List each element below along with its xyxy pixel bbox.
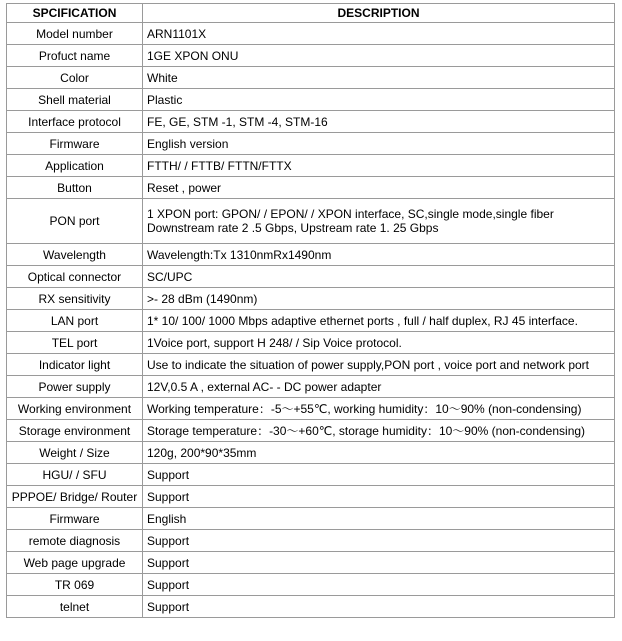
spec-label: Indicator light	[7, 354, 143, 376]
spec-value-line: 1GE XPON ONU	[147, 48, 239, 63]
spec-value-line: 1Voice port, support H 248/ / Sip Voice protocol.	[147, 335, 402, 350]
table-row	[7, 420, 615, 442]
table-row	[7, 199, 615, 244]
spec-value	[143, 111, 615, 133]
table-row	[7, 133, 615, 155]
spec-value	[143, 266, 615, 288]
spec-value	[143, 486, 615, 508]
spec-value	[143, 398, 615, 420]
table-row	[7, 530, 615, 552]
spec-label: Weight / Size	[7, 442, 143, 464]
table-row	[7, 177, 615, 199]
spec-value-line: Use to indicate the situation of power supply,PON port , voice port and network port	[147, 357, 590, 372]
table-row	[7, 574, 615, 596]
spec-value	[143, 442, 615, 464]
table-row	[7, 266, 615, 288]
spec-label: HGU/ / SFU	[7, 464, 143, 486]
specification-table	[6, 3, 615, 618]
spec-label: TR 069	[7, 574, 143, 596]
spec-label: Shell material	[7, 89, 143, 111]
table-row	[7, 23, 615, 45]
spec-label: Color	[7, 67, 143, 89]
spec-value-line: >- 28 dBm (1490nm)	[147, 291, 258, 306]
spec-label: telnet	[7, 596, 143, 618]
spec-value-line: Support	[147, 555, 190, 570]
spec-value	[143, 530, 615, 552]
table-row	[7, 376, 615, 398]
spec-label: Wavelength	[7, 244, 143, 266]
spec-value	[143, 288, 615, 310]
spec-value-line: 1 XPON port: GPON/ / EPON/ / XPON interface, SC,single mode,single fiber	[147, 207, 554, 221]
spec-label: Firmware	[7, 508, 143, 530]
spec-value	[143, 574, 615, 596]
header-row	[7, 4, 615, 23]
spec-label: PON port	[7, 199, 143, 244]
spec-value	[143, 67, 615, 89]
table-row	[7, 464, 615, 486]
spec-value-line: White	[147, 70, 178, 85]
table-row	[7, 332, 615, 354]
spec-label: Button	[7, 177, 143, 199]
table-row	[7, 508, 615, 530]
spec-value	[143, 596, 615, 618]
spec-value-line: Downstream rate 2 .5 Gbps, Upstream rate 1. 25 Gbps	[147, 221, 439, 235]
spec-value-line: Wavelength:Tx 1310nmRx1490nm	[147, 247, 332, 262]
spec-label: remote diagnosis	[7, 530, 143, 552]
header-specification: SPCIFICATION	[7, 4, 143, 23]
table-row	[7, 244, 615, 266]
spec-value	[143, 45, 615, 67]
spec-label: RX sensitivity	[7, 288, 143, 310]
spec-value-line: 120g, 200*90*35mm	[147, 445, 257, 460]
spec-value	[143, 354, 615, 376]
table-row	[7, 310, 615, 332]
spec-value	[143, 552, 615, 574]
spec-value-line: SC/UPC	[147, 269, 193, 284]
header-description: DESCRIPTION	[143, 4, 615, 23]
table-row	[7, 486, 615, 508]
spec-value-line: Support	[147, 599, 190, 614]
spec-value-line: English version	[147, 136, 229, 151]
spec-label: PPPOE/ Bridge/ Router	[7, 486, 143, 508]
spec-label: Model number	[7, 23, 143, 45]
spec-value	[143, 177, 615, 199]
spec-value	[143, 420, 615, 442]
spec-label: Storage environment	[7, 420, 143, 442]
spec-value-line: Support	[147, 467, 190, 482]
spec-value	[143, 23, 615, 45]
spec-label: Working environment	[7, 398, 143, 420]
spec-label: Power supply	[7, 376, 143, 398]
spec-value-line: 1* 10/ 100/ 1000 Mbps adaptive ethernet ports , full / half duplex, RJ 45 interface.	[147, 313, 578, 328]
table-row	[7, 111, 615, 133]
table-row	[7, 596, 615, 618]
spec-value	[143, 133, 615, 155]
spec-label: Interface protocol	[7, 111, 143, 133]
spec-value-line: ARN1101X	[147, 26, 207, 41]
table-row	[7, 67, 615, 89]
spec-value-line: Support	[147, 489, 190, 504]
spec-value	[143, 464, 615, 486]
table-row	[7, 552, 615, 574]
table-row	[7, 354, 615, 376]
table-row	[7, 288, 615, 310]
spec-value	[143, 508, 615, 530]
spec-label: Optical connector	[7, 266, 143, 288]
spec-label: LAN port	[7, 310, 143, 332]
spec-label: TEL port	[7, 332, 143, 354]
spec-value-line: Reset , power	[147, 180, 222, 195]
spec-value-line: English	[147, 511, 187, 526]
table-row	[7, 89, 615, 111]
spec-value	[143, 89, 615, 111]
table-row	[7, 45, 615, 67]
table-row	[7, 398, 615, 420]
spec-value-line: Plastic	[147, 92, 183, 107]
spec-value	[143, 199, 615, 244]
spec-value-line: 12V,0.5 A , external AC- - DC power adapter	[147, 379, 382, 394]
table-row	[7, 155, 615, 177]
spec-value	[143, 244, 615, 266]
spec-value	[143, 155, 615, 177]
table-body	[7, 23, 615, 618]
spec-value-line: FE, GE, STM -1, STM -4, STM-16	[147, 114, 328, 129]
spec-label: Profuct name	[7, 45, 143, 67]
spec-label: Firmware	[7, 133, 143, 155]
spec-value	[143, 332, 615, 354]
spec-label: Application	[7, 155, 143, 177]
table-row	[7, 442, 615, 464]
spec-value-line: Support	[147, 533, 190, 548]
spec-value-line: Support	[147, 577, 190, 592]
spec-value	[143, 376, 615, 398]
spec-label: Web page upgrade	[7, 552, 143, 574]
spec-value-line: Working temperature：-5～+55℃, working humidity：10～90% (non-condensing)	[147, 401, 582, 416]
spec-value-line: FTTH/ / FTTB/ FTTN/FTTX	[147, 158, 292, 173]
spec-value	[143, 310, 615, 332]
spec-value-line: Storage temperature：-30～+60℃, storage humidity：10～90% (non-condensing)	[147, 423, 586, 438]
